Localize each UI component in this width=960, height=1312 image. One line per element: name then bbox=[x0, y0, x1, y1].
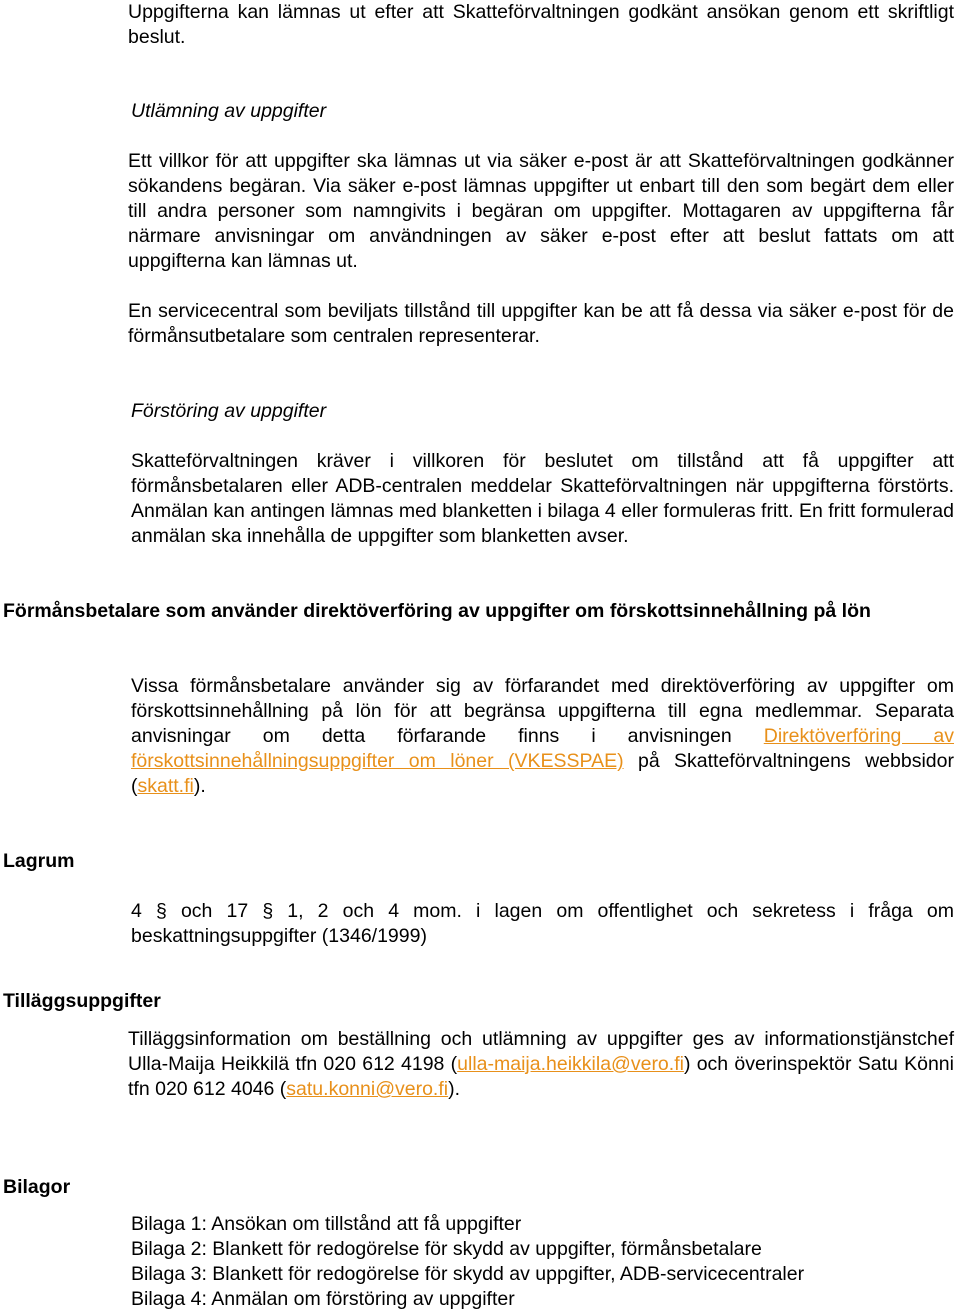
section-heading-utlamning: Utlämning av uppgifter bbox=[131, 100, 327, 122]
bilaga-item: Bilaga 4: Anmälan om förstöring av uppgifter bbox=[131, 1288, 515, 1310]
direktoverforing-paragraph bbox=[131, 674, 954, 799]
tillaggsuppgifter-paragraph bbox=[128, 1027, 954, 1102]
bilaga-item: Bilaga 1: Ansökan om tillstånd att få uppgifter bbox=[131, 1213, 522, 1235]
heading-bilagor: Bilagor bbox=[3, 1176, 71, 1198]
tillagg-text-1: Tilläggsinformation om beställning och utlämning av uppgifter ges av informationstjänstchef Ulla-Maija Heikkilä tfn 020 612 4198 ( bbox=[128, 1028, 954, 1075]
utlamning-paragraph-1: Ett villkor för att uppgifter ska lämnas ut via säker e-post är att Skatteförvaltningen godkänner sökandens begäran. Via säker e-post lämnas uppgifter ut enbart till den som begärt dem eller till andra personer som namngivits i begäran om uppgifter. Mottagaren av uppgifterna får närmare anvisningar om användningen av säker e-post efter att beslut fattats om att uppgifterna kan lämnas ut. bbox=[128, 150, 954, 272]
vkesspae-link[interactable]: Direktöverföring av förskottsinnehållningsuppgifter om löner (VKESSPAE) bbox=[131, 725, 954, 772]
direktoverforing-text-2: på Skatteförvaltningens webbsidor ( bbox=[131, 750, 954, 797]
intro-paragraph: Uppgifterna kan lämnas ut efter att Skatteförvaltningen godkänt ansökan genom ett skriftligt beslut. bbox=[128, 1, 954, 48]
lagrum-text: 4 § och 17 § 1, 2 och 4 mom. i lagen om offentlighet och sekretess i fråga om beskattningsuppgifter (1346/1999) bbox=[131, 900, 954, 947]
bilaga-item: Bilaga 3: Blankett för redogörelse för skydd av uppgifter, ADB-servicecentraler bbox=[131, 1263, 805, 1285]
heading-tillaggsuppgifter: Tilläggsuppgifter bbox=[3, 990, 161, 1012]
skatt-fi-link[interactable]: skatt.fi bbox=[137, 775, 194, 797]
forstoring-paragraph: Skatteförvaltningen kräver i villkoren för beslutet om tillstånd att få uppgifter att förmånsbetalaren eller ADB-centralen meddelar Skatteförvaltningen när uppgifterna förstörts. Anmälan kan antingen lämnas med blanketten i bilaga 4 eller formuleras fritt. En fritt formulerad anmälan ska innehålla de uppgifter som blanketten avser. bbox=[131, 450, 954, 547]
section-heading-forstoring: Förstöring av uppgifter bbox=[131, 400, 327, 422]
email-link-satu[interactable]: satu.konni@vero.fi bbox=[286, 1078, 449, 1100]
utlamning-paragraph-2: En servicecentral som beviljats tillstånd till uppgifter kan be att få dessa via säker e-post för de förmånsutbetalare som centralen representerar. bbox=[128, 300, 954, 347]
heading-lagrum: Lagrum bbox=[3, 850, 75, 872]
direktoverforing-text-3: ). bbox=[193, 775, 206, 797]
tillagg-text-3: ). bbox=[448, 1078, 461, 1100]
bilaga-item: Bilaga 2: Blankett för redogörelse för skydd av uppgifter, förmånsbetalare bbox=[131, 1238, 762, 1260]
bilagor-list bbox=[131, 1212, 804, 1312]
email-link-ulla-maija[interactable]: ulla-maija.heikkila@vero.fi bbox=[457, 1053, 684, 1075]
direktoverforing-text-1: Vissa förmånsbetalare använder sig av förfarandet med direktöverföring av uppgifter om förskottsinnehållning på lön för att begränsa uppgifterna till egna medlemmar. Separata anvisningar om detta förfarande finns i anvisningen bbox=[131, 675, 954, 747]
tillagg-text-2: ) och överinspektör Satu Könni tfn 020 612 4046 ( bbox=[128, 1053, 954, 1100]
heading-direktoverforing: Förmånsbetalare som använder direktöverföring av uppgifter om förskottsinnehållning på lön bbox=[3, 600, 871, 622]
